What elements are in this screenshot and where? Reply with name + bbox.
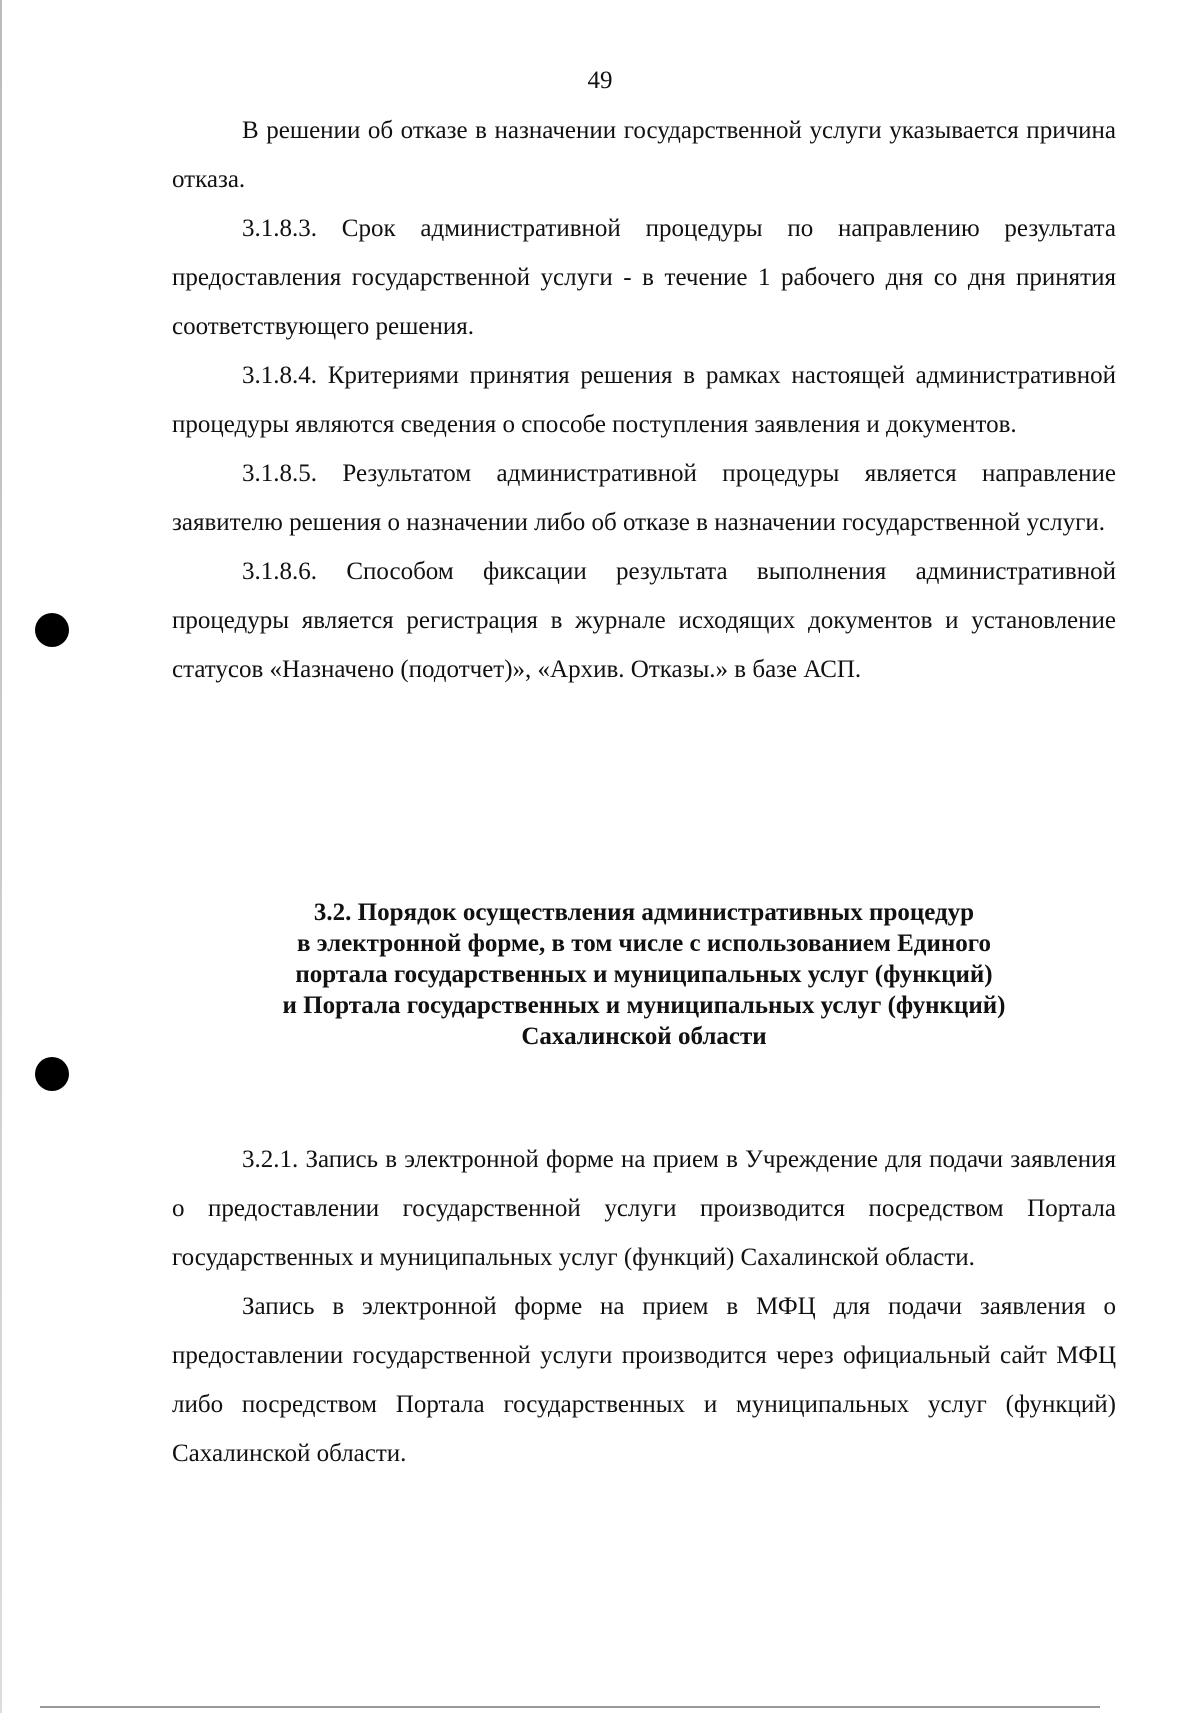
heading-line: портала государственных и муниципальных услуг (функций) <box>295 961 993 988</box>
paragraph: В решении об отказе в назначении государственной услуги указывается причина отказа. <box>172 117 1116 193</box>
paragraph: 3.1.8.4. Критериями принятия решения в рамках настоящей административной процедуры являются сведения о способе поступления заявления и документов. <box>172 362 1116 438</box>
paragraph: 3.1.8.3. Срок административной процедуры по направлению результата предоставления государственной услуги - в течение 1 рабочего дня со дня принятия соответствующего решения. <box>172 215 1116 340</box>
section-heading <box>172 897 1116 1052</box>
paragraph: 3.1.8.5. Результатом административной процедуры является направление заявителю решения о назначении либо об отказе в назначении государственной услуги. <box>172 460 1116 536</box>
paragraph: 3.2.1. Запись в электронной форме на прием в Учреждение для подачи заявления о предоставлении государственной услуги производится посредством Портала государственных и муниципальных услуг (функций) Сахалинской области. <box>172 1146 1116 1271</box>
punch-hole-mark <box>35 613 69 647</box>
body-text-top <box>172 106 1116 694</box>
page-number: 49 <box>587 67 613 94</box>
paragraph: Запись в электронной форме на прием в МФЦ для подачи заявления о предоставлении государственной услуги производится через официальный сайт МФЦ либо посредством Портала государственных и муниципальных услуг (функций) Сахалинской области. <box>172 1293 1116 1467</box>
scan-bottom-line <box>40 1706 1100 1708</box>
scan-edge-line <box>0 0 2 1713</box>
paragraph: 3.1.8.6. Способом фиксации результата выполнения административной процедуры является регистрация в журнале исходящих документов и установление статусов «Назначено (подотчет)», «Архив. Отказы.» в базе АСП. <box>172 558 1116 683</box>
heading-line: 3.2. Порядок осуществления административных процедур <box>313 899 975 926</box>
heading-line: Сахалинской области <box>521 1023 767 1050</box>
body-text-bottom <box>172 1135 1116 1478</box>
punch-hole-mark <box>35 1057 69 1091</box>
heading-line: в электронной форме, в том числе с использованием Единого <box>297 930 991 957</box>
heading-line: и Портала государственных и муниципальных услуг (функций) <box>282 992 1006 1019</box>
